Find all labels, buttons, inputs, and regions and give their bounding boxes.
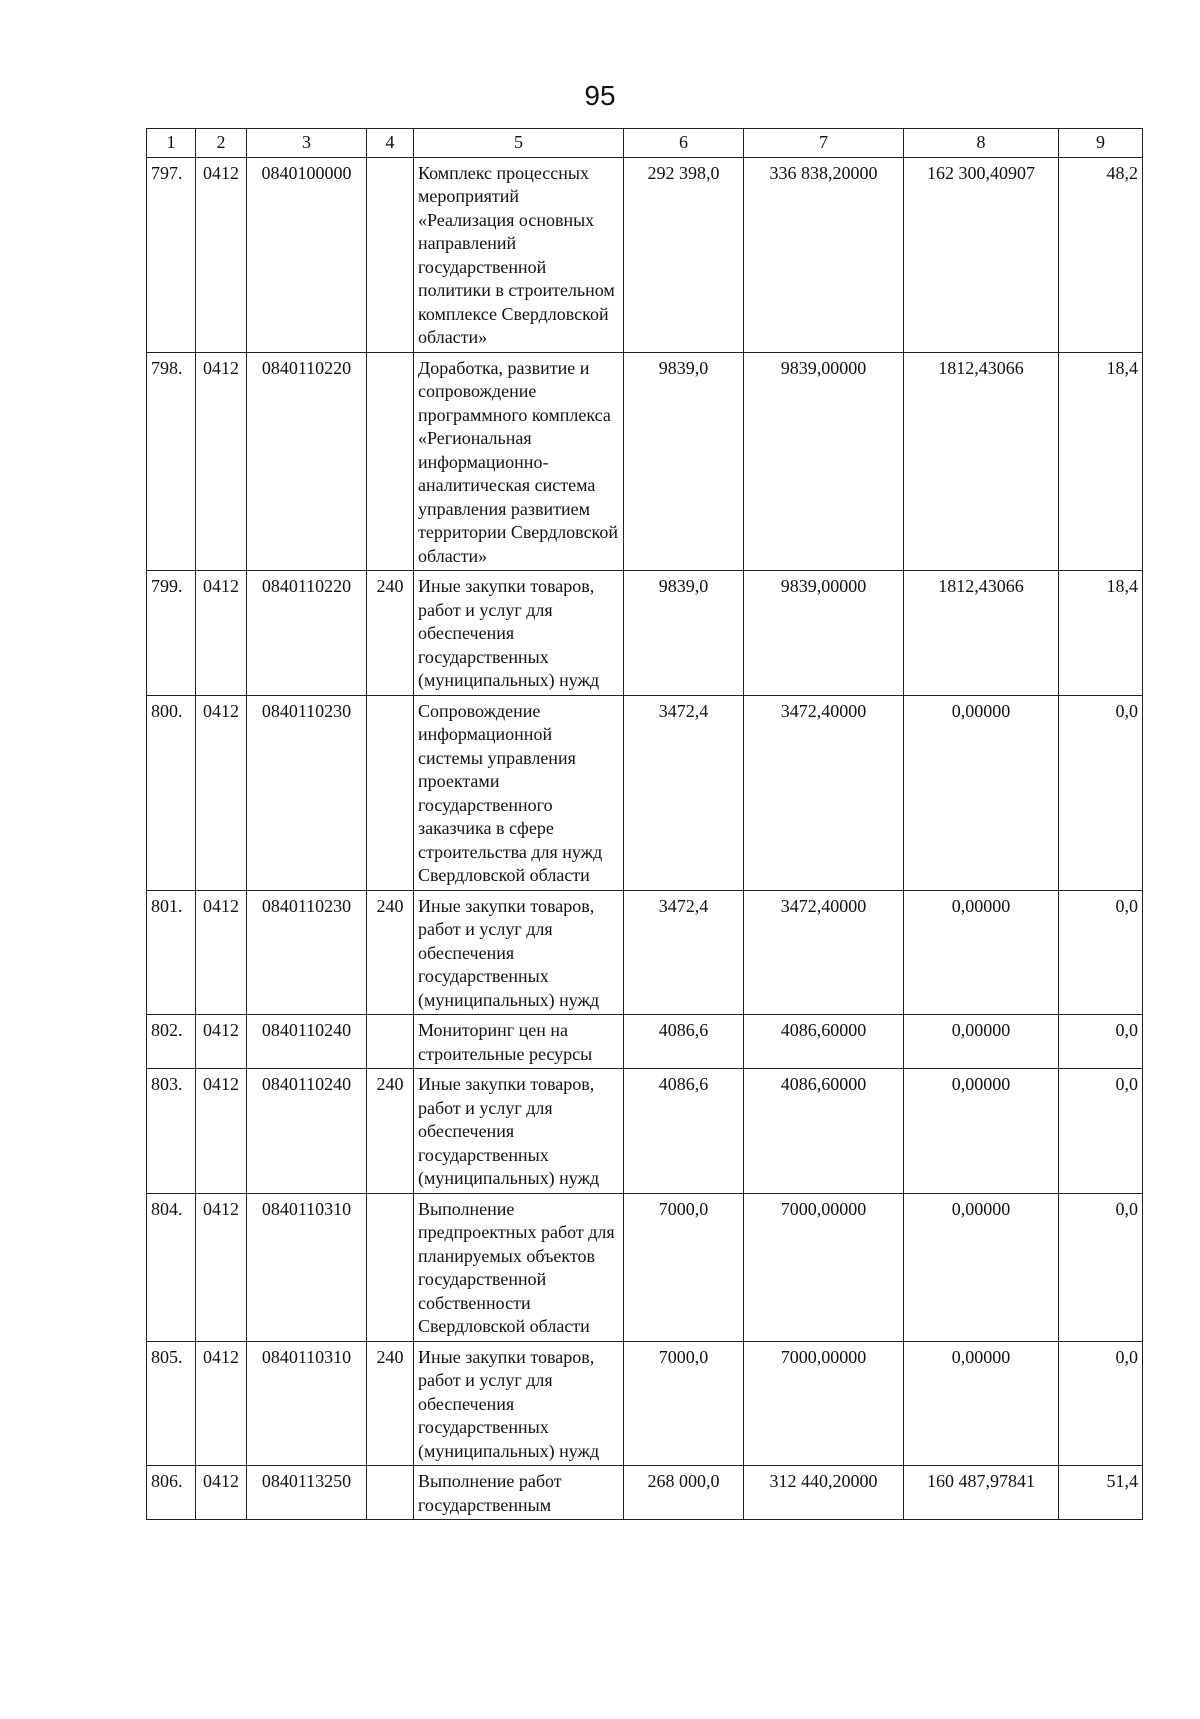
- item-name: Выполнение предпроектных работ для планируемых объектов государственной собственности Свердловской области: [414, 1193, 624, 1341]
- budget-table: [146, 128, 1143, 1520]
- column-header: 4: [367, 129, 414, 158]
- value-col8: 0,00000: [904, 1069, 1059, 1194]
- value-col8: 0,00000: [904, 1193, 1059, 1341]
- row-number: 801.: [147, 890, 196, 1015]
- value-col6: 4086,6: [624, 1015, 744, 1069]
- expense-type: [367, 1015, 414, 1069]
- expense-type: [367, 352, 414, 571]
- row-number: 805.: [147, 1341, 196, 1466]
- value-col6: 3472,4: [624, 695, 744, 890]
- target-code: 0840110240: [247, 1015, 367, 1069]
- percent-col9: 0,0: [1059, 695, 1143, 890]
- item-name: Комплекс процессных мероприятий «Реализация основных направлений государственной политики в строительном комплексе Свердловской области»: [414, 157, 624, 352]
- target-code: 0840113250: [247, 1466, 367, 1520]
- value-col8: 1812,43066: [904, 352, 1059, 571]
- table-row: [147, 1341, 1143, 1466]
- row-number: 799.: [147, 571, 196, 696]
- value-col6: 7000,0: [624, 1193, 744, 1341]
- value-col8: 0,00000: [904, 890, 1059, 1015]
- section-code: 0412: [196, 157, 247, 352]
- item-name: Выполнение работ государственным: [414, 1466, 624, 1520]
- percent-col9: 51,4: [1059, 1466, 1143, 1520]
- target-code: 0840110220: [247, 352, 367, 571]
- table-row: [147, 1069, 1143, 1194]
- expense-type: 240: [367, 890, 414, 1015]
- value-col6: 9839,0: [624, 352, 744, 571]
- expense-type: [367, 1466, 414, 1520]
- section-code: 0412: [196, 352, 247, 571]
- percent-col9: 0,0: [1059, 1193, 1143, 1341]
- section-code: 0412: [196, 695, 247, 890]
- table-row: [147, 1193, 1143, 1341]
- column-header: 6: [624, 129, 744, 158]
- row-number: 803.: [147, 1069, 196, 1194]
- column-header: 8: [904, 129, 1059, 158]
- row-number: 806.: [147, 1466, 196, 1520]
- value-col8: 162 300,40907: [904, 157, 1059, 352]
- value-col6: 3472,4: [624, 890, 744, 1015]
- value-col6: 268 000,0: [624, 1466, 744, 1520]
- percent-col9: 0,0: [1059, 890, 1143, 1015]
- value-col7: 9839,00000: [744, 352, 904, 571]
- percent-col9: 18,4: [1059, 571, 1143, 696]
- target-code: 0840110230: [247, 695, 367, 890]
- value-col7: 4086,60000: [744, 1015, 904, 1069]
- percent-col9: 48,2: [1059, 157, 1143, 352]
- target-code: 0840110240: [247, 1069, 367, 1194]
- value-col7: 312 440,20000: [744, 1466, 904, 1520]
- table-row: [147, 890, 1143, 1015]
- table-row: [147, 1015, 1143, 1069]
- table-row: [147, 1466, 1143, 1520]
- percent-col9: 0,0: [1059, 1015, 1143, 1069]
- column-header: 7: [744, 129, 904, 158]
- column-header: 1: [147, 129, 196, 158]
- section-code: 0412: [196, 1466, 247, 1520]
- value-col8: 0,00000: [904, 695, 1059, 890]
- column-header: 3: [247, 129, 367, 158]
- percent-col9: 0,0: [1059, 1341, 1143, 1466]
- table-row: [147, 571, 1143, 696]
- item-name: Иные закупки товаров, работ и услуг для обеспечения государственных (муниципальных) нужд: [414, 890, 624, 1015]
- header-row: [147, 129, 1143, 158]
- section-code: 0412: [196, 1015, 247, 1069]
- value-col8: 160 487,97841: [904, 1466, 1059, 1520]
- section-code: 0412: [196, 1193, 247, 1341]
- item-name: Иные закупки товаров, работ и услуг для обеспечения государственных (муниципальных) нужд: [414, 571, 624, 696]
- value-col7: 9839,00000: [744, 571, 904, 696]
- item-name: Мониторинг цен на строительные ресурсы: [414, 1015, 624, 1069]
- expense-type: 240: [367, 1341, 414, 1466]
- target-code: 0840100000: [247, 157, 367, 352]
- row-number: 802.: [147, 1015, 196, 1069]
- column-header: 2: [196, 129, 247, 158]
- row-number: 797.: [147, 157, 196, 352]
- value-col7: 3472,40000: [744, 890, 904, 1015]
- row-number: 800.: [147, 695, 196, 890]
- value-col6: 7000,0: [624, 1341, 744, 1466]
- item-name: Иные закупки товаров, работ и услуг для обеспечения государственных (муниципальных) нужд: [414, 1069, 624, 1194]
- value-col7: 4086,60000: [744, 1069, 904, 1194]
- page-number: 95: [584, 80, 616, 111]
- value-col8: 0,00000: [904, 1341, 1059, 1466]
- target-code: 0840110220: [247, 571, 367, 696]
- expense-type: [367, 695, 414, 890]
- expense-type: [367, 1193, 414, 1341]
- target-code: 0840110230: [247, 890, 367, 1015]
- table-row: [147, 157, 1143, 352]
- item-name: Сопровождение информационной системы управления проектами государственного заказчика в сфере строительства для нужд Свердловской области: [414, 695, 624, 890]
- target-code: 0840110310: [247, 1341, 367, 1466]
- value-col6: 292 398,0: [624, 157, 744, 352]
- item-name: Иные закупки товаров, работ и услуг для обеспечения государственных (муниципальных) нужд: [414, 1341, 624, 1466]
- section-code: 0412: [196, 571, 247, 696]
- percent-col9: 0,0: [1059, 1069, 1143, 1194]
- expense-type: 240: [367, 1069, 414, 1194]
- section-code: 0412: [196, 1341, 247, 1466]
- table-row: [147, 352, 1143, 571]
- target-code: 0840110310: [247, 1193, 367, 1341]
- row-number: 798.: [147, 352, 196, 571]
- section-code: 0412: [196, 1069, 247, 1194]
- value-col6: 4086,6: [624, 1069, 744, 1194]
- value-col8: 0,00000: [904, 1015, 1059, 1069]
- value-col7: 336 838,20000: [744, 157, 904, 352]
- value-col6: 9839,0: [624, 571, 744, 696]
- item-name: Доработка, развитие и сопровождение программного комплекса «Региональная информационно-аналитическая система управления развитием территории Свердловской области»: [414, 352, 624, 571]
- section-code: 0412: [196, 890, 247, 1015]
- row-number: 804.: [147, 1193, 196, 1341]
- expense-type: 240: [367, 571, 414, 696]
- value-col8: 1812,43066: [904, 571, 1059, 696]
- column-header: 9: [1059, 129, 1143, 158]
- percent-col9: 18,4: [1059, 352, 1143, 571]
- value-col7: 7000,00000: [744, 1193, 904, 1341]
- value-col7: 7000,00000: [744, 1341, 904, 1466]
- column-header: 5: [414, 129, 624, 158]
- table-row: [147, 695, 1143, 890]
- expense-type: [367, 157, 414, 352]
- value-col7: 3472,40000: [744, 695, 904, 890]
